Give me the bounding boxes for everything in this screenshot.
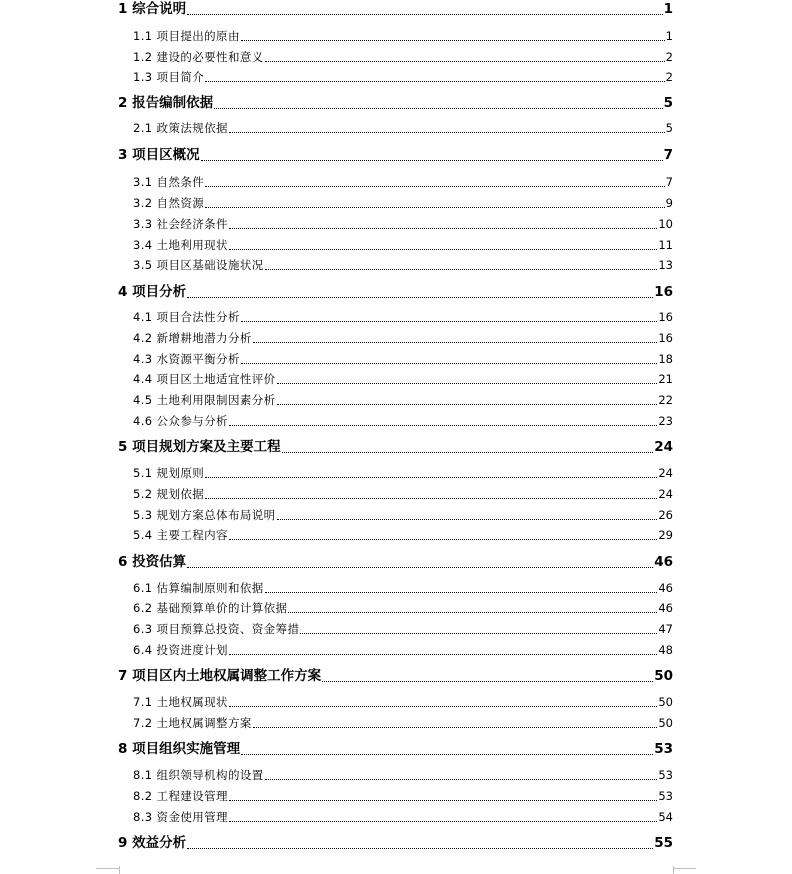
toc-section-entry[interactable] — [133, 624, 673, 636]
toc-dot-leader — [205, 206, 665, 208]
toc-entry-title: 7.2 土地权属调整方案 — [133, 716, 252, 730]
toc-section-entry[interactable] — [133, 354, 673, 366]
toc-chapter-entry[interactable] — [118, 286, 673, 300]
toc-entry-title: 5.4 主要工程内容 — [133, 528, 228, 542]
toc-page-number: 7 — [663, 147, 673, 163]
toc-entry-title: 6.3 项目预算总投资、资金筹措 — [133, 622, 300, 636]
toc-entry-title: 5 项目规划方案及主要工程 — [118, 439, 281, 455]
toc-entry-title: 4.2 新增耕地潜力分析 — [133, 331, 252, 345]
toc-page-number: 47 — [658, 622, 673, 636]
toc-entry-title: 8.1 组织领导机构的设置 — [133, 768, 264, 782]
toc-dot-leader — [214, 107, 663, 109]
toc-entry-title: 6.4 投资进度计划 — [133, 643, 228, 657]
toc-page-number: 21 — [658, 372, 673, 386]
toc-entry-title: 3.5 项目区基础设施状况 — [133, 258, 264, 272]
toc-dot-leader — [205, 80, 665, 82]
toc-section-entry[interactable] — [133, 123, 673, 135]
toc-entry-title: 7 项目区内土地权属调整工作方案 — [118, 668, 322, 684]
toc-section-entry[interactable] — [133, 333, 673, 345]
toc-entry-title: 5.3 规划方案总体布局说明 — [133, 508, 276, 522]
toc-dot-leader — [300, 632, 657, 634]
toc-page-number: 23 — [658, 414, 673, 428]
toc-dot-leader — [253, 341, 658, 343]
toc-section-entry[interactable] — [133, 52, 673, 64]
toc-entry-title: 8.3 资金使用管理 — [133, 810, 228, 824]
toc-section-entry[interactable] — [133, 72, 673, 84]
toc-page-number: 10 — [658, 217, 673, 231]
toc-entry-title: 4.5 土地利用限制因素分析 — [133, 393, 276, 407]
toc-page-number: 53 — [658, 789, 673, 803]
toc-section-entry[interactable] — [133, 645, 673, 657]
toc-page-number: 50 — [658, 716, 673, 730]
toc-dot-leader — [241, 39, 665, 41]
toc-page-number: 24 — [654, 439, 673, 455]
toc-section-entry[interactable] — [133, 395, 673, 407]
toc-section-entry[interactable] — [133, 489, 673, 501]
toc-dot-leader — [265, 60, 665, 62]
toc-page-number: 26 — [658, 508, 673, 522]
toc-entry-title: 6.1 估算编制原则和依据 — [133, 581, 264, 595]
toc-dot-leader — [187, 847, 653, 849]
toc-chapter-entry[interactable] — [118, 97, 673, 111]
toc-page-number: 53 — [654, 741, 673, 757]
toc-page-number: 50 — [654, 668, 673, 684]
toc-dot-leader — [205, 497, 657, 499]
toc-section-entry[interactable] — [133, 219, 673, 231]
toc-entry-title: 4.6 公众参与分析 — [133, 414, 228, 428]
toc-section-entry[interactable] — [133, 530, 673, 542]
toc-dot-leader — [322, 680, 653, 682]
toc-section-entry[interactable] — [133, 812, 673, 824]
toc-entry-title: 6.2 基础预算单价的计算依据 — [133, 601, 288, 615]
toc-dot-leader — [229, 227, 657, 229]
toc-entry-title: 2.1 政策法规依据 — [133, 121, 228, 135]
toc-dot-leader — [187, 13, 663, 15]
toc-entry-title: 3.1 自然条件 — [133, 175, 205, 189]
toc-page-number: 53 — [658, 768, 673, 782]
toc-dot-leader — [229, 653, 657, 655]
toc-dot-leader — [265, 268, 658, 270]
toc-page-number: 1 — [665, 29, 673, 43]
toc-section-entry[interactable] — [133, 31, 673, 43]
toc-dot-leader — [205, 185, 665, 187]
toc-entry-title: 1.2 建设的必要性和意义 — [133, 50, 264, 64]
toc-section-entry[interactable] — [133, 312, 673, 324]
toc-entry-title: 8.2 工程建设管理 — [133, 789, 228, 803]
toc-entry-title: 3.4 土地利用现状 — [133, 238, 228, 252]
toc-chapter-entry[interactable] — [118, 3, 673, 17]
toc-dot-leader — [241, 753, 653, 755]
toc-dot-leader — [265, 591, 658, 593]
toc-page-number: 46 — [658, 601, 673, 615]
toc-dot-leader — [229, 131, 665, 133]
toc-entry-title: 6 投资估算 — [118, 554, 187, 570]
toc-entry-title: 7.1 土地权属现状 — [133, 695, 228, 709]
toc-entry-title: 3 项目区概况 — [118, 147, 200, 163]
toc-dot-leader — [187, 566, 653, 568]
toc-entry-title: 3.3 社会经济条件 — [133, 217, 228, 231]
toc-section-entry[interactable] — [133, 510, 673, 522]
toc-entry-title: 4 项目分析 — [118, 284, 187, 300]
page-corner-mark-right — [673, 868, 696, 869]
toc-page-number: 7 — [665, 175, 673, 189]
toc-dot-leader — [265, 778, 658, 780]
toc-page-number: 5 — [665, 121, 673, 135]
toc-section-entry[interactable] — [133, 603, 673, 615]
toc-entry-title: 4.1 项目合法性分析 — [133, 310, 240, 324]
toc-page-number: 13 — [658, 258, 673, 272]
toc-chapter-entry[interactable] — [118, 556, 673, 570]
toc-page-number: 16 — [658, 331, 673, 345]
toc-entry-title: 3.2 自然资源 — [133, 196, 205, 210]
toc-dot-leader — [229, 248, 657, 250]
toc-entry-title: 1.1 项目提出的原由 — [133, 29, 240, 43]
toc-dot-leader — [277, 518, 658, 520]
toc-dot-leader — [229, 799, 657, 801]
toc-section-entry[interactable] — [133, 198, 673, 210]
toc-dot-leader — [229, 424, 657, 426]
toc-page-number: 24 — [658, 466, 673, 480]
toc-section-entry[interactable] — [133, 468, 673, 480]
toc-dot-leader — [229, 538, 657, 540]
toc-page-number: 16 — [654, 284, 673, 300]
toc-chapter-entry[interactable] — [118, 149, 673, 163]
toc-page-number: 2 — [665, 50, 673, 64]
toc-page-number: 22 — [658, 393, 673, 407]
toc-section-entry[interactable] — [133, 177, 673, 189]
toc-chapter-entry[interactable] — [118, 837, 673, 851]
toc-dot-leader — [282, 451, 654, 453]
toc-page-number: 9 — [665, 196, 673, 210]
toc-entry-title: 4.4 项目区土地适宜性评价 — [133, 372, 276, 386]
toc-page-number: 2 — [665, 70, 673, 84]
toc-section-entry[interactable] — [133, 770, 673, 782]
toc-page-number: 11 — [658, 238, 673, 252]
toc-section-entry[interactable] — [133, 240, 673, 252]
toc-dot-leader — [205, 476, 657, 478]
toc-dot-leader — [253, 726, 658, 728]
page-corner-mark-left — [96, 868, 119, 869]
toc-chapter-entry[interactable] — [118, 743, 673, 757]
toc-page-number: 1 — [663, 1, 673, 17]
toc-dot-leader — [288, 611, 657, 613]
toc-dot-leader — [277, 382, 658, 384]
toc-entry-title: 1 综合说明 — [118, 1, 187, 17]
toc-section-entry[interactable] — [133, 791, 673, 803]
toc-dot-leader — [277, 403, 658, 405]
toc-page-number: 46 — [654, 554, 673, 570]
toc-entry-title: 9 效益分析 — [118, 835, 187, 851]
toc-page-number: 29 — [658, 528, 673, 542]
toc-chapter-entry[interactable] — [118, 441, 673, 455]
toc-entry-title: 5.1 规划原则 — [133, 466, 205, 480]
toc-chapter-entry[interactable] — [118, 670, 673, 684]
toc-page-number: 46 — [658, 581, 673, 595]
toc-page-number: 55 — [654, 835, 673, 851]
toc-dot-leader — [187, 296, 653, 298]
toc-entry-title: 1.3 项目简介 — [133, 70, 205, 84]
toc-section-entry[interactable] — [133, 374, 673, 386]
toc-page-number: 5 — [663, 95, 673, 111]
toc-entry-title: 5.2 规划依据 — [133, 487, 205, 501]
toc-section-entry[interactable] — [133, 718, 673, 730]
toc-page-number: 50 — [658, 695, 673, 709]
page-corner-mark-left-vertical — [119, 866, 120, 874]
toc-dot-leader — [201, 159, 663, 161]
toc-entry-title: 4.3 水资源平衡分析 — [133, 352, 240, 366]
page-corner-mark-right-vertical — [673, 866, 674, 874]
toc-dot-leader — [241, 320, 658, 322]
toc-section-entry[interactable] — [133, 697, 673, 709]
toc-page-number: 18 — [658, 352, 673, 366]
toc-section-entry[interactable] — [133, 583, 673, 595]
toc-page-number: 48 — [658, 643, 673, 657]
toc-entry-title: 8 项目组织实施管理 — [118, 741, 241, 757]
toc-section-entry[interactable] — [133, 416, 673, 428]
toc-dot-leader — [229, 705, 657, 707]
toc-dot-leader — [241, 362, 658, 364]
toc-page-number: 16 — [658, 310, 673, 324]
toc-entry-title: 2 报告编制依据 — [118, 95, 214, 111]
toc-dot-leader — [229, 820, 657, 822]
toc-page-number: 54 — [658, 810, 673, 824]
toc-page-number: 24 — [658, 487, 673, 501]
toc-section-entry[interactable] — [133, 260, 673, 272]
